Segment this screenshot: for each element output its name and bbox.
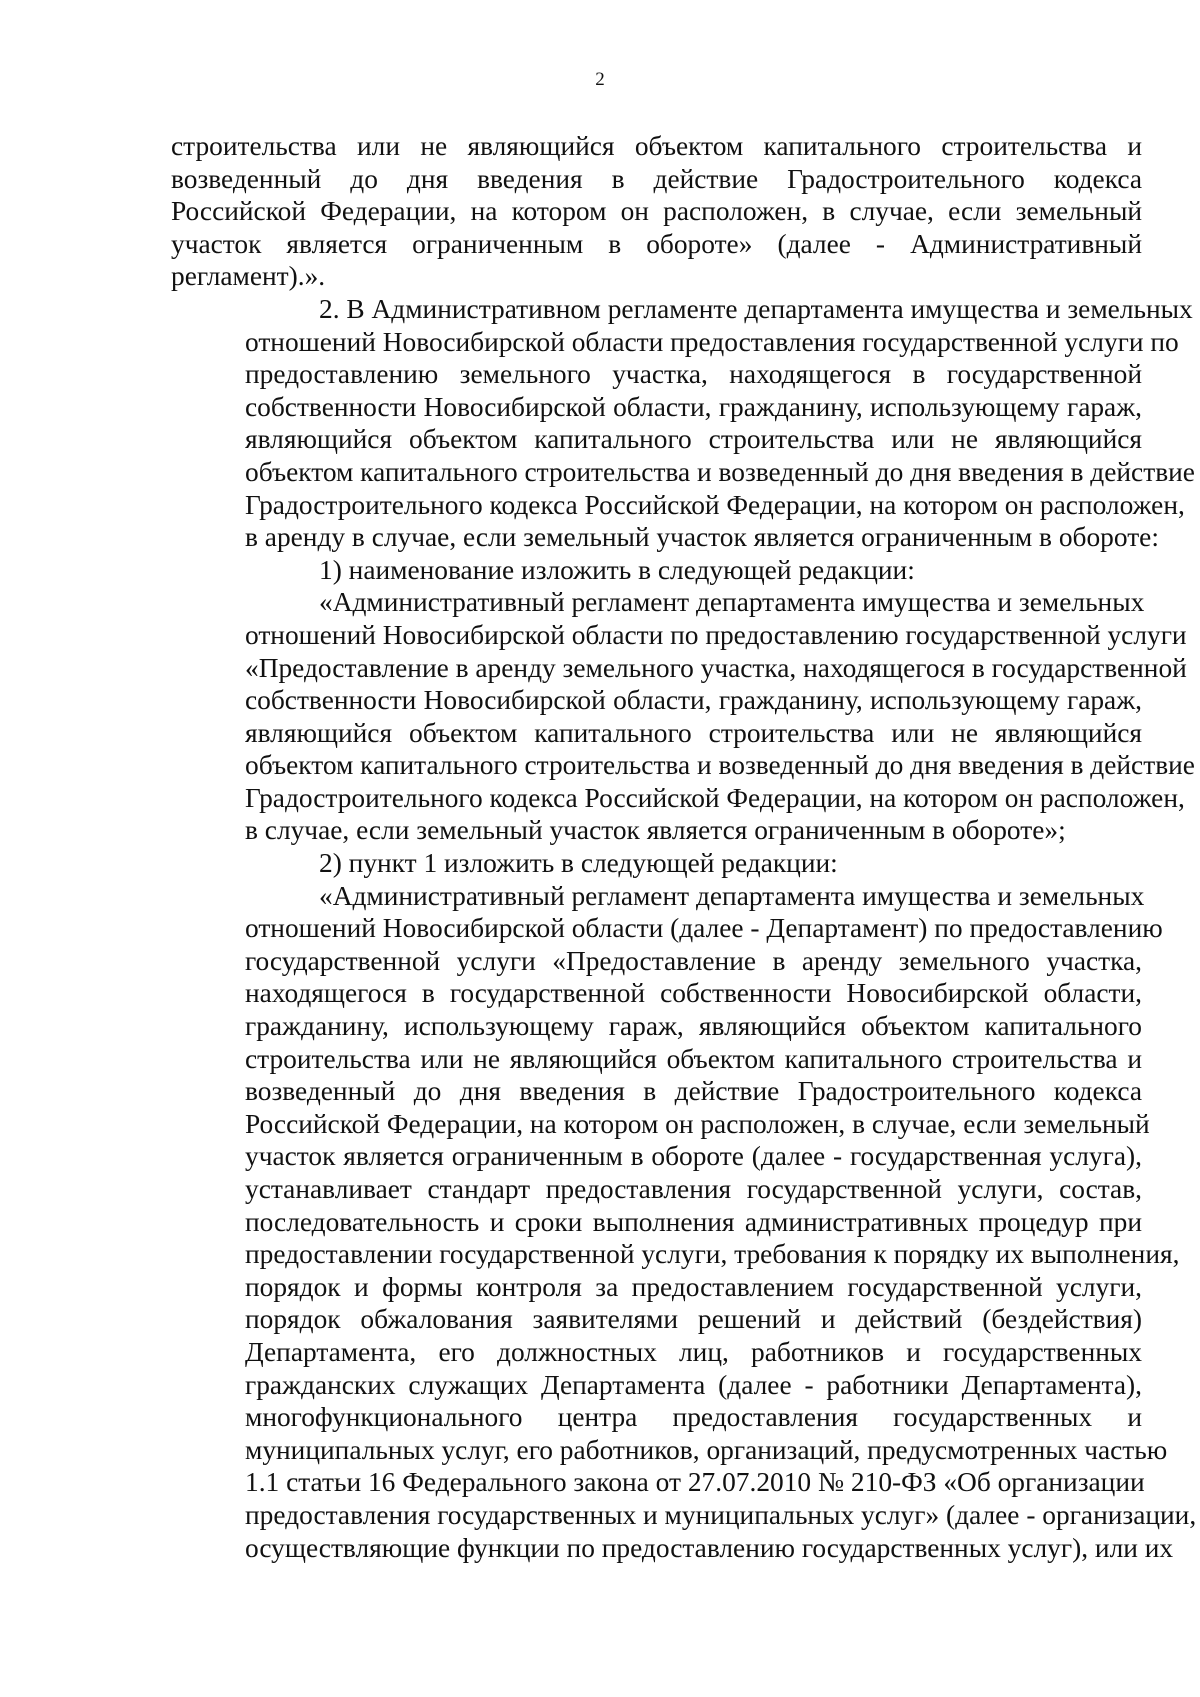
text-line: собственности Новосибирской области, гражданину, использующему гараж, xyxy=(245,391,1142,422)
text-line: собственности Новосибирской области, гражданину, использующему гараж, xyxy=(245,685,1142,716)
text-line: многофункционального центра предоставления государственных и xyxy=(245,1402,1142,1433)
text-line: «Административный регламент департамента имущества и земельных xyxy=(319,880,1145,911)
text-line: являющийся объектом капитального строительства или не являющийся xyxy=(245,717,1142,748)
text-line: отношений Новосибирской области по предоставлению государственной услуги xyxy=(245,619,1187,650)
text-line: гражданину, использующему гараж, являющийся объектом капитального xyxy=(245,1011,1142,1042)
text-line: гражданских служащих Департамента (далее - работники Департамента), xyxy=(245,1369,1142,1400)
text-line: Российской Федерации, на котором он расположен, в случае, если земельный xyxy=(245,1108,1150,1139)
document-body xyxy=(171,130,1197,1564)
text-line: в случае, если земельный участок является ограниченным в обороте»; xyxy=(245,815,1066,846)
text-line: порядок и формы контроля за предоставлением государственной услуги, xyxy=(245,1271,1142,1302)
text-line: возведенный до дня введения в действие Градостроительного кодекса xyxy=(171,163,1142,194)
text-line: «Предоставление в аренду земельного участка, находящегося в государственной xyxy=(245,652,1187,683)
text-line: предоставлению земельного участка, находящегося в государственной xyxy=(245,359,1142,390)
text-line: объектом капитального строительства и возведенный до дня введения в действие xyxy=(245,456,1195,487)
text-line: 2) пункт 1 изложить в следующей редакции: xyxy=(319,848,838,879)
text-line: участок является ограниченным в обороте» (далее - Административный xyxy=(171,228,1142,259)
text-line: Департамента, его должностных лиц, работников и государственных xyxy=(245,1336,1142,1367)
text-line: возведенный до дня введения в действие Градостроительного кодекса xyxy=(245,1076,1142,1107)
text-line: находящегося в государственной собственности Новосибирской области, xyxy=(245,978,1142,1009)
paragraph xyxy=(171,847,1142,880)
paragraph xyxy=(171,586,1195,847)
paragraph xyxy=(171,130,1142,293)
text-line: предоставления государственных и муниципальных услуг» (далее - организации, xyxy=(245,1499,1197,1530)
paragraph xyxy=(171,293,1195,554)
paragraph xyxy=(171,554,1142,587)
text-line: регламент).». xyxy=(171,261,326,292)
text-line: строительства или не являющийся объектом капитального строительства и xyxy=(171,131,1142,161)
text-line: строительства или не являющийся объектом капитального строительства и xyxy=(245,1043,1142,1074)
text-line: 1.1 статьи 16 Федерального закона от 27.07.2010 № 210-ФЗ «Об организации xyxy=(245,1467,1145,1498)
text-line: участок является ограниченным в обороте (далее - государственная услуга), xyxy=(245,1141,1142,1172)
text-line: отношений Новосибирской области (далее - Департамент) по предоставлению xyxy=(245,913,1163,944)
text-line: осуществляющие функции по предоставлению государственных услуг), или их xyxy=(245,1532,1174,1563)
paragraph xyxy=(171,880,1197,1564)
text-line: устанавливает стандарт предоставления государственной услуги, состав, xyxy=(245,1174,1142,1204)
text-line: государственной услуги «Предоставление в аренду земельного участка, xyxy=(245,945,1142,976)
text-line: порядок обжалования заявителями решений и действий (бездействия) xyxy=(245,1304,1142,1335)
text-line: Градостроительного кодекса Российской Федерации, на котором он расположен, xyxy=(245,489,1185,520)
text-line: предоставлении государственной услуги, требования к порядку их выполнения, xyxy=(245,1239,1180,1270)
page-number: 2 xyxy=(595,69,605,90)
text-line: 2. В Административном регламенте департамента имущества и земельных xyxy=(319,293,1193,324)
text-line: Градостроительного кодекса Российской Федерации, на котором он расположен, xyxy=(245,782,1185,813)
text-line: 1) наименование изложить в следующей редакции: xyxy=(319,554,915,585)
text-line: последовательность и сроки выполнения административных процедур при xyxy=(245,1206,1142,1237)
text-line: «Административный регламент департамента имущества и земельных xyxy=(319,587,1145,618)
text-line: в аренду в случае, если земельный участок является ограниченным в обороте: xyxy=(245,522,1159,553)
text-line: муниципальных услуг, его работников, организаций, предусмотренных частью xyxy=(245,1434,1168,1465)
text-line: объектом капитального строительства и возведенный до дня введения в действие xyxy=(245,750,1195,781)
text-line: отношений Новосибирской области предоставления государственной услуги по xyxy=(245,326,1179,357)
text-line: Российской Федерации, на котором он расположен, в случае, если земельный xyxy=(171,196,1142,227)
text-line: являющийся объектом капитального строительства или не являющийся xyxy=(245,424,1142,455)
